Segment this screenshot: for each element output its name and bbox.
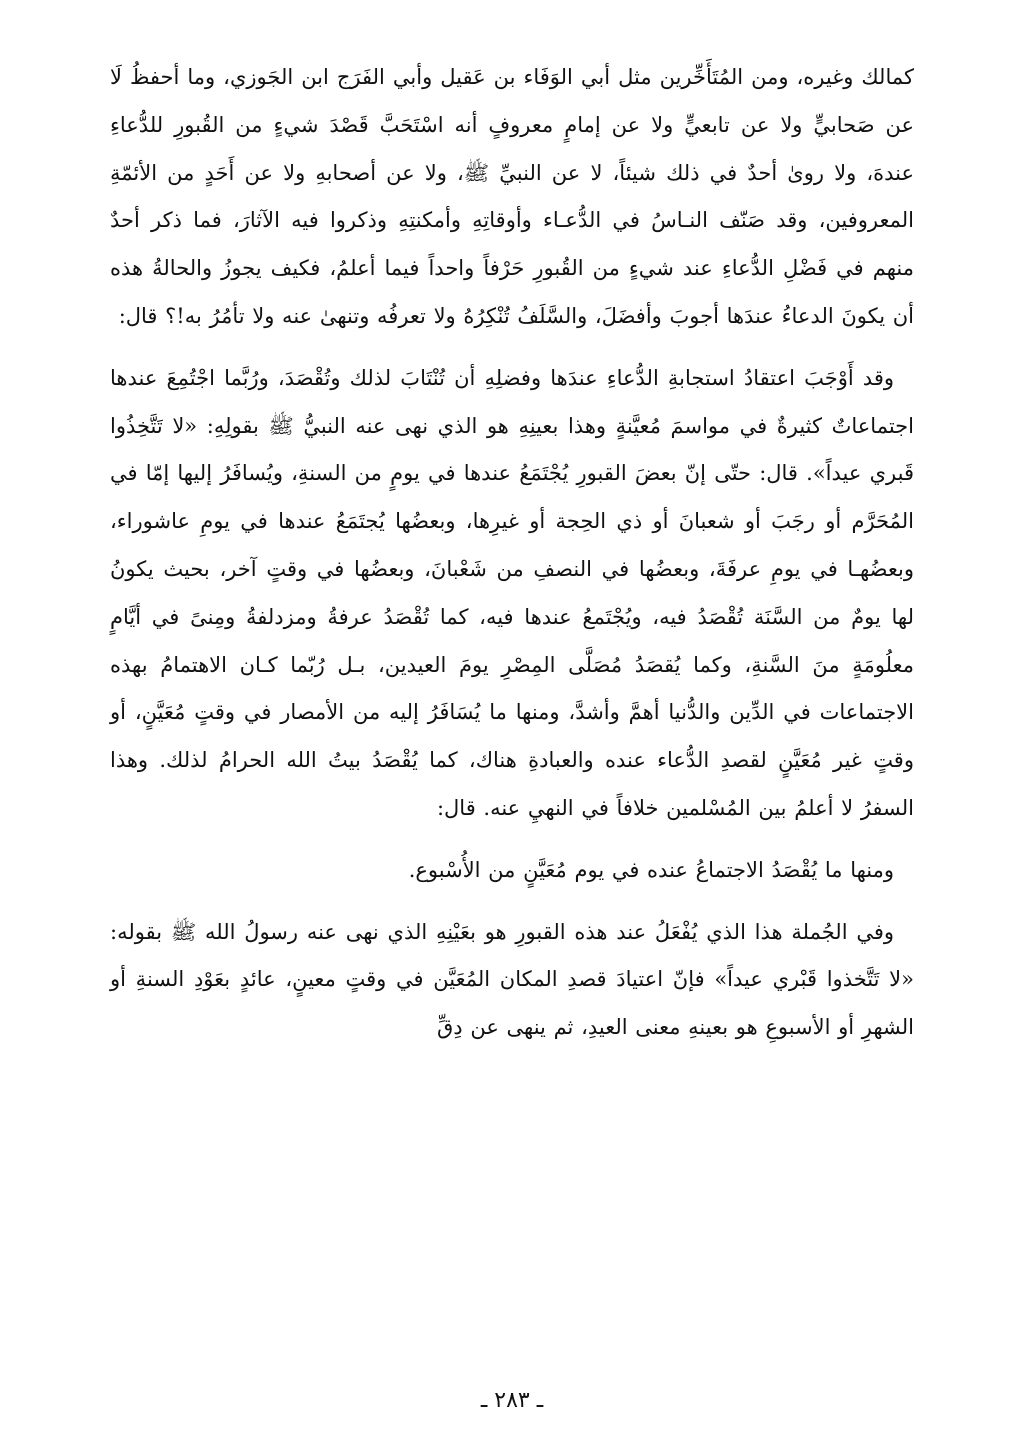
paragraph-2: وقد أَوْجَبَ اعتقادُ استجابةِ الدُّعاءِ عندَها وفضلِهِ أن تُنْتَابَ لذلك وتُقْصَدَ، ورُبَّما اجْتُمِعَ عندها اجتماعاتٌ كثيرةٌ في مواسمَ مُعيَّنةٍ وهذا بعينِهِ هو الذي نهى عنه النبيُّ ﷺ بقولِهِ: «لا تَتَّخِذُوا قَبري عيداً». قال: حتّى إنّ بعضَ القبورِ يُجْتَمَعُ عندها في يومٍ من السنةِ، ويُسافَرُ إليها إمّا في المُحَرَّم أو رجَبَ أو شعبانَ أو ذي الحِجة أو غيرِها، وبعضُها يُجتَمَعُ عندها في يومِ عاشوراء، وبعضُهـا في يومِ عرفَةَ، وبعضُها في النصفِ من شَعْبانَ، وبعضُها في وقتٍ آخر، بحيث يكونُ لها يومٌ من السَّنَة تُقْصَدُ فيه، ويُجْتَمعُ عندها فيه، كما تُقْصَدُ عرفةُ ومزدلفةُ ومِنىً في أيَّامٍ معلُومَةٍ منَ السَّنةِ، وكما يُقصَدُ مُصَلَّى المِصْرِ يومَ العيدين، بـل رُبّما كـان الاهتمامُ بهذه الاجتماعات في الدِّين والدُّنيا أهمَّ وأشدَّ، ومنها ما يُسَافَرُ إليه من الأمصار في وقتٍ مُعَيَّنٍ، أو وقتٍ غير مُعَيَّنٍ لقصدِ الدُّعاء عنده والعبادةِ هناك، كما يُقْصَدُ بيتُ الله الحرامُ لذلك. وهذا السفرُ لا أعلمُ بين المُسْلمين خلافاً في النهيِ عنه. قال:	[110, 365, 914, 820]
body-text	[110, 54, 914, 1052]
paragraph-gap	[110, 895, 914, 909]
paragraph-3: ومنها ما يُقْصَدُ الاجتماعُ عنده في يوم مُعَيَّنٍ من الأُسْبوع.	[408, 857, 894, 882]
paragraph-gap	[110, 833, 914, 847]
paragraph-4: وفي الجُملة هذا الذي يُفْعَلُ عند هذه القبورِ هو بعَيْنِهِ الذي نهى عنه رسولُ الله ﷺ بقوله: «لا تَتَّخذوا قَبْري عيداً» فإنّ اعتيادَ قصدِ المكان المُعَيَّن في وقتٍ معينٍ، عائدٍ بعَوْدِ السنةِ أو الشهرِ أو الأسبوعِ هو بعينهِ معنى العيدِ، ثم ينهى عن دِقِّ	[110, 919, 914, 1040]
page-number: ـ ٢٨٣ ـ	[480, 1388, 544, 1413]
paragraph-gap	[110, 341, 914, 355]
paragraph-1: كمالك وغيره، ومن المُتَأَخِّرين مثل أبي الوَفَاء بن عَقيل وأبي الفَرَج ابن الجَوزي، وما أحفظُ لَا عن صَحابيٍّ ولا عن تابعيٍّ ولا عن إمامٍ معروفٍ أنه اسْتَحَبَّ قَصْدَ شيءٍ من القُبورِ للدُّعاءِ عندهَ، ولا روىٰ أحدٌ في ذلك شيئاً، لا عن النبيِّ ﷺ، ولا عن أصحابهِ ولا عن أَحَدٍ من الأئمّةِ المعروفين، وقد صَنّف النـاسُ في الدُّعـاء وأوقاتِهِ وأمكنتِهِ وذكروا فيه الآثارَ، فما ذكر أحدٌ منهم في فَضْلِ الدُّعاءِ عند شيءٍ من القُبورِ حَرْفاً واحداً فيما أعلمُ، فكيف يجوزُ والحالةُ هذه أن يكونَ الدعاءُ عندَها أجوبَ وأفضَلَ، والسَّلَفُ تُنْكِرُهُ ولا تعرفُه وتنهىٰ عنه ولا تأمُرُ به!؟ قال:	[110, 65, 914, 328]
